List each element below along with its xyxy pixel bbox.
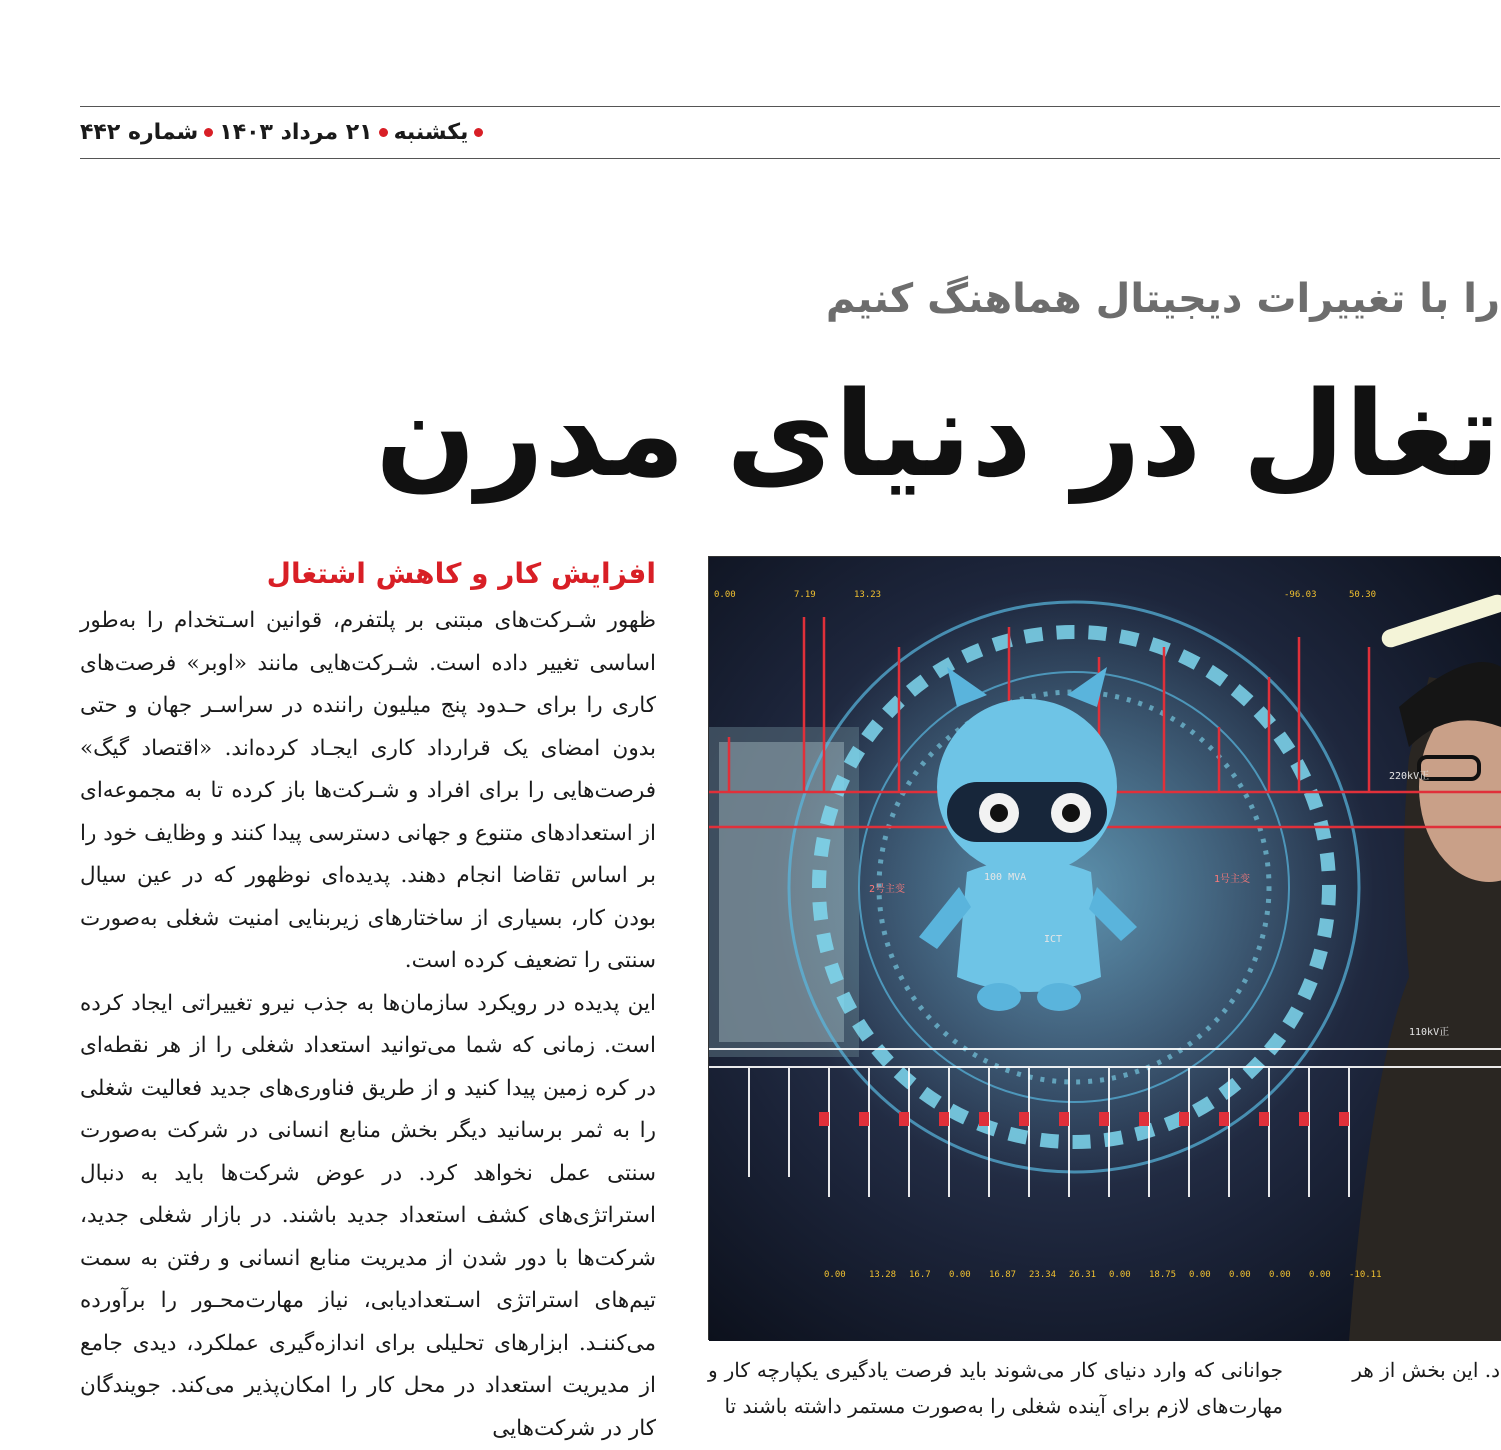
photo-label: 2号主变 xyxy=(869,882,905,895)
folio-date: ۲۱ مرداد ۱۴۰۳ xyxy=(219,120,372,145)
photo-label: 1号主变 xyxy=(1214,872,1250,885)
top-rule xyxy=(80,106,1500,107)
svg-text:16.87: 16.87 xyxy=(989,1270,1016,1280)
bullet-icon xyxy=(379,128,388,137)
section-title: افزایش کار و کاهش اشتغال xyxy=(80,557,656,590)
photo-label: 220kV正 xyxy=(1389,770,1429,782)
article-photo xyxy=(708,556,1500,1340)
svg-text:-96.03: -96.03 xyxy=(1284,590,1317,600)
folio-rule xyxy=(80,158,1500,159)
svg-text:0.00: 0.00 xyxy=(824,1270,846,1280)
folio-day: یکشنبه xyxy=(394,120,469,145)
svg-text:0.00: 0.00 xyxy=(1189,1270,1211,1280)
svg-text:0.00: 0.00 xyxy=(714,590,736,600)
photo-label: 100 MVA xyxy=(984,872,1026,883)
svg-text:-10.11: -10.11 xyxy=(1349,1270,1382,1280)
svg-text:0.00: 0.00 xyxy=(1229,1270,1251,1280)
svg-text:18.75: 18.75 xyxy=(1149,1270,1176,1280)
article-body xyxy=(80,600,656,1411)
side-column-text: د. این بخش از هر xyxy=(1338,1352,1500,1411)
svg-text:13.23: 13.23 xyxy=(854,590,881,600)
svg-text:7.19: 7.19 xyxy=(794,590,816,600)
folio-issue: شماره ۴۴۲ xyxy=(80,120,198,145)
svg-text:23.34: 23.34 xyxy=(1029,1270,1056,1280)
svg-text:0.00: 0.00 xyxy=(1109,1270,1131,1280)
bullet-icon xyxy=(204,128,213,137)
svg-text:16.7: 16.7 xyxy=(909,1270,931,1280)
article-paragraph: ظهور شـرکت‌های مبتنی بر پلتفرم، قوانین اسـتخدام را به‌طور اساسی تغییر داده است. شـرکت‌هایی مانند «اوبر» فرصت‌های کاری را برای حـدود پنج میلیون راننده در سراسـر جهان و حتی بدون امضای یک قرارداد کاری ایجـاد کرده‌اند. «اقتصاد گیگ» فرصت‌هایی را برای افراد و شـرکت‌ها باز کرده تا به مجموعه‌ای از استعدادهای متنوع و جهانی دسترسی پیدا کنند و وظایف خود را بر اساس تقاضا انجام دهند. پدیده‌ای نوظهور که در عین سیال بودن کار، بسیاری از ساختارهای زیربنایی امنیت شغلی به‌صورت سنتی را تضعیف کرده است. xyxy=(80,600,656,983)
article-paragraph: این پدیده در رویکرد سازمان‌ها به جذب نیرو تغییراتی ایجاد کرده است. زمانی که شما می‌توانید استعداد شغلی را از هر نقطه‌ای در کره زمین پیدا کنید و از طریق فناوری‌های جدید فعالیت شغلی را به ثمر برسانید دیگر بخش منابع انسانی در شرکت به‌صورت سنتی عمل نخواهد کرد. در عوض شرکت‌ها باید به دنبال استراتژی‌های کشف استعداد جدید باشند. در بازار شغلی جدید، شرکت‌ها با دور شدن از مدیریت منابع انسانی و رفتن به سمت تیم‌های استراتژی اسـتعدادیابی، نیاز مهارت‌محـور را برآورده می‌کننـد. ابزارهای تحلیلی برای اندازه‌گیری عملکرد، دیدی جامع از مدیریت استعداد در محل کار را امکان‌پذیر می‌کند. جویندگان کار در شرکت‌هایی xyxy=(80,983,656,1450)
headline-subtitle: را با تغییرات دیجیتال هماهنگ کنیم xyxy=(826,276,1500,322)
photo-label: ICT xyxy=(1044,934,1062,945)
bullet-icon xyxy=(474,128,483,137)
svg-text:0.00: 0.00 xyxy=(949,1270,971,1280)
headline-title: تغال در دنیای مدرن xyxy=(375,370,1500,500)
svg-text:13.28: 13.28 xyxy=(869,1270,896,1280)
svg-text:0.00: 0.00 xyxy=(1309,1270,1331,1280)
photo-label: 110kV正 xyxy=(1409,1026,1449,1038)
photo-illustration xyxy=(709,557,1501,1341)
svg-text:0.00: 0.00 xyxy=(1269,1270,1291,1280)
photo-caption: جوانانی که وارد دنیای کار می‌شوند باید فرصت یادگیری یکپارچه کار و مهارت‌های لازم برای آینده شغلی را به‌صورت مستمر داشته باشند تا xyxy=(708,1352,1283,1411)
svg-text:26.31: 26.31 xyxy=(1069,1270,1096,1280)
svg-text:50.30: 50.30 xyxy=(1349,590,1376,600)
folio xyxy=(80,112,483,152)
